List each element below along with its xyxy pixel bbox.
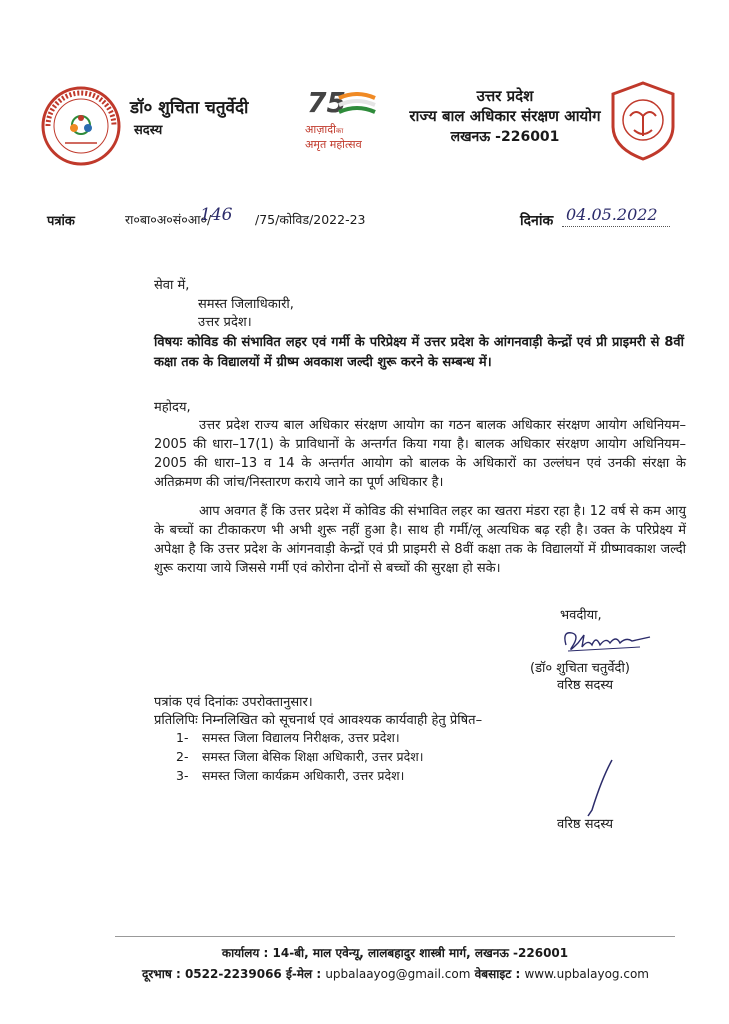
cc-item-num: 1- xyxy=(176,730,189,745)
footer-email: upbalaayog@gmail.com xyxy=(325,967,471,981)
patrank-prefix: रा०बा०अ०सं०आ०/ xyxy=(125,212,212,227)
azadi-logo xyxy=(303,86,383,156)
footer-website: www.upbalayog.com xyxy=(524,967,649,981)
cc-item xyxy=(176,729,400,746)
patrank-dinank-line: पत्रांक एवं दिनांकः उपरोक्तानुसार। xyxy=(154,695,313,710)
recipient-line1: समस्त जिलाधिकारी, xyxy=(198,297,294,312)
pratilipi-line: प्रतिलिपिः निम्नलिखित को सूचनार्थ एवं आवश्यक कार्यवाही हेतु प्रेषित– xyxy=(154,713,483,728)
signature-image xyxy=(560,623,660,657)
patrank-handwritten: 146 xyxy=(200,205,233,225)
member-seal-logo xyxy=(40,85,122,167)
signatory-designation: वरिष्ठ सदस्य xyxy=(557,678,613,693)
subject-text: कोविड की संभावित लहर एवं गर्मी के परिप्रेक्ष्य में उत्तर प्रदेश के आंगनवाड़ी केन्द्रों एवं प्री प्राइमरी से 8वीं कक्षा तक के विद्यालयों में ग्रीष्म अवकाश जल्दी शुरू करने के सम्बन्ध में। xyxy=(154,335,684,370)
date-label: दिनांक xyxy=(520,213,554,229)
patrank-suffix: /75/कोविड/2022-23 xyxy=(255,212,366,227)
body-para-2-text: आप अवगत हैं कि उत्तर प्रदेश में कोविड की संभावित लहर का खतरा मंडरा रहा है। 12 वर्ष से कम आयु के बच्चों का टीकाकरण भी अभी शुरू नहीं हुआ है। साथ ही गर्मी/लू अत्यधिक बढ़ रही है। उक्त के परिप्रेक्ष्य में अपेक्षा है कि उत्तर प्रदेश के आंगनवाड़ी केन्द्रों एवं प्री प्राइमरी से 8वीं कक्षा तक के विद्यालयों में ग्रीष्मावकाश जल्दी शुरू कराया जाये जिससे गर्मी एवं कोरोना दोनों से बच्चों की सुरक्षा हो सके। xyxy=(154,504,686,576)
cc-item-text: समस्त जिला कार्यक्रम अधिकारी, उत्तर प्रदेश। xyxy=(201,768,405,783)
footer-phone-label: दूरभाष : xyxy=(142,967,181,981)
org-city: लखनऊ -226001 xyxy=(450,129,560,145)
cc-item-num: 3- xyxy=(176,768,189,783)
footer-address-label: कार्यालय : xyxy=(221,946,269,960)
footer-divider xyxy=(115,936,675,937)
initial-signature xyxy=(578,758,618,818)
signatory-name: (डॉ० शुचिता चतुर्वेदी) xyxy=(530,661,630,676)
member-name: डॉ० शुचिता चतुर्वेदी xyxy=(130,98,249,118)
body-para-1 xyxy=(154,416,686,492)
recipient-line2: उत्तर प्रदेश। xyxy=(198,315,252,330)
footer-contacts xyxy=(108,965,683,982)
azadi-line2: अमृत महोत्सव xyxy=(305,138,362,151)
azadi-line1: आज़ादी xyxy=(305,123,336,136)
cc-item xyxy=(176,748,424,765)
date-dotted-line xyxy=(562,226,670,227)
cc-item xyxy=(176,767,404,784)
footer-address xyxy=(115,944,675,961)
footer-address-text: 14-बी, माल एवेन्यू, लालबहादुर शास्त्री मार्ग, लखनऊ -226001 xyxy=(272,946,569,960)
copy-designation: वरिष्ठ सदस्य xyxy=(557,817,613,832)
date-handwritten: 04.05.2022 xyxy=(566,205,658,224)
azadi-number: 75 xyxy=(307,86,346,119)
body-para-2 xyxy=(154,502,686,578)
footer-email-label: ई-मेल : xyxy=(285,967,322,981)
up-emblem-logo xyxy=(610,80,676,162)
footer-phone: 0522-2239066 xyxy=(184,967,282,981)
azadi-small: का xyxy=(335,127,344,135)
body-para-1-text: उत्तर प्रदेश राज्य बाल अधिकार संरक्षण आयोग का गठन बालक अधिकार संरक्षण आयोग अधिनियम–2005 की धारा–17(1) के प्राविधानों के अन्तर्गत किया गया है। बालक अधिकार संरक्षण आयोग अधिनियम–2005 की धारा–13 व 14 के अन्तर्गत आयोग को बालक के अधिकारों का उल्लंघन एवं उनकी संरक्षा के अतिक्रमण की जांच/निस्तारण कराये जाने का पूर्ण अधिकार है। xyxy=(154,418,686,490)
cc-item-text: समस्त जिला बेसिक शिक्षा अधिकारी, उत्तर प्रदेश। xyxy=(201,749,424,764)
member-title: सदस्य xyxy=(134,123,163,138)
footer-web-label: वेबसाइट : xyxy=(474,967,521,981)
cc-item-num: 2- xyxy=(176,749,189,764)
cc-item-text: समस्त जिला विद्यालय निरीक्षक, उत्तर प्रदेश। xyxy=(201,730,400,745)
subject-label: विषयः xyxy=(154,335,183,350)
seva-mein: सेवा में, xyxy=(154,278,190,293)
salutation: महोदय, xyxy=(154,400,191,415)
subject-block xyxy=(154,333,684,373)
org-name: राज्य बाल अधिकार संरक्षण आयोग xyxy=(409,107,601,125)
closing: भवदीया, xyxy=(560,608,602,623)
patrank-label: पत्रांक xyxy=(47,214,75,229)
org-state: उत्तर प्रदेश xyxy=(476,87,534,105)
